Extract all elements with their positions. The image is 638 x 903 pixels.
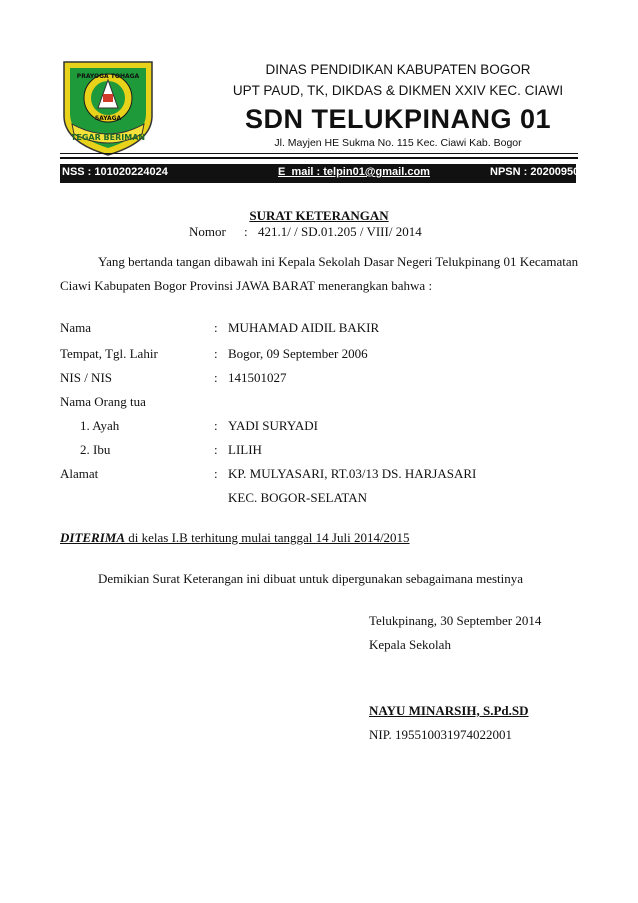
field-separator: :: [214, 320, 218, 335]
school-identity-strip: [60, 164, 580, 183]
accepted-rest: di kelas I.B terhitung mulai tanggal 14 Juli 2014/2015: [125, 530, 410, 545]
svg-text:PRAYOGA TOHAGA: PRAYOGA TOHAGA: [76, 73, 140, 80]
field-separator: :: [214, 442, 218, 457]
field-value: YADI SURYADI: [228, 418, 318, 433]
letterhead-rule-thick: [60, 157, 578, 159]
npsn-number: NPSN : 20200950: [490, 166, 580, 178]
field-separator: :: [214, 466, 218, 481]
signer-name: NAYU MINARSIH, S.Pd.SD: [369, 703, 529, 718]
field-value: 141501027: [228, 370, 287, 385]
field-value: KP. MULYASARI, RT.03/13 DS. HARJASARI: [228, 466, 477, 481]
field-label: 1. Ayah: [80, 418, 120, 433]
field-label: NIS / NIS: [60, 370, 113, 385]
field-label: Tempat, Tgl. Lahir: [60, 346, 158, 361]
accepted-statement: [60, 530, 410, 546]
bogor-regency-emblem-icon: [60, 58, 156, 158]
school-address: Jl. Mayjen HE Sukma No. 115 Kec. Ciawi Kab. Bogor: [274, 137, 522, 149]
field-label: Nama Orang tua: [60, 394, 146, 409]
unit-name: UPT PAUD, TK, DIKDAS & DIKMEN XXIV KEC. CIAWI: [232, 83, 564, 98]
intro-line-2: Ciawi Kabupaten Bogor Provinsi JAWA BARAT menerangkan bahwa :: [60, 278, 433, 293]
signer-nip: NIP. 195510031974022001: [369, 727, 513, 742]
field-value: LILIH: [228, 442, 262, 457]
closing-statement: Demikian Surat Keterangan ini dibuat untuk dipergunakan sebagaimana mestinya: [98, 571, 524, 586]
agency-name: DINAS PENDIDIKAN KABUPATEN BOGOR: [265, 62, 531, 77]
letterhead-rule-thin: [60, 153, 578, 154]
school-email-link[interactable]: E_mail : telpin01@gmail.com: [278, 166, 430, 178]
place-date: Telukpinang, 30 September 2014: [369, 613, 542, 628]
school-name: SDN TELUKPINANG 01: [244, 104, 552, 134]
address-line-2: KEC. BOGOR-SELATAN: [228, 490, 368, 505]
number-separator: :: [244, 224, 248, 239]
field-label: Nama: [60, 320, 92, 335]
signer-position: Kepala Sekolah: [369, 637, 451, 652]
svg-text:SAYAGA: SAYAGA: [94, 115, 122, 122]
field-label: Alamat: [60, 466, 99, 481]
document-number: 421.1/ / SD.01.205 / VIII/ 2014: [258, 224, 422, 239]
accepted-word: DITERIMA: [60, 530, 126, 545]
document-title: SURAT KETERANGAN: [249, 208, 389, 223]
field-separator: :: [214, 370, 218, 385]
field-value: Bogor, 09 September 2006: [228, 346, 368, 361]
field-separator: :: [214, 346, 218, 361]
intro-line-1: Yang bertanda tangan dibawah ini Kepala Sekolah Dasar Negeri Telukpinang 01 Kecamatan: [98, 254, 579, 269]
field-value: MUHAMAD AIDIL BAKIR: [228, 320, 380, 335]
svg-text:TEGAR BERIMAN: TEGAR BERIMAN: [70, 133, 146, 142]
number-label: Nomor: [189, 224, 226, 239]
field-label: 2. Ibu: [80, 442, 111, 457]
nss-number: NSS : 101020224024: [62, 166, 168, 178]
field-separator: :: [214, 418, 218, 433]
